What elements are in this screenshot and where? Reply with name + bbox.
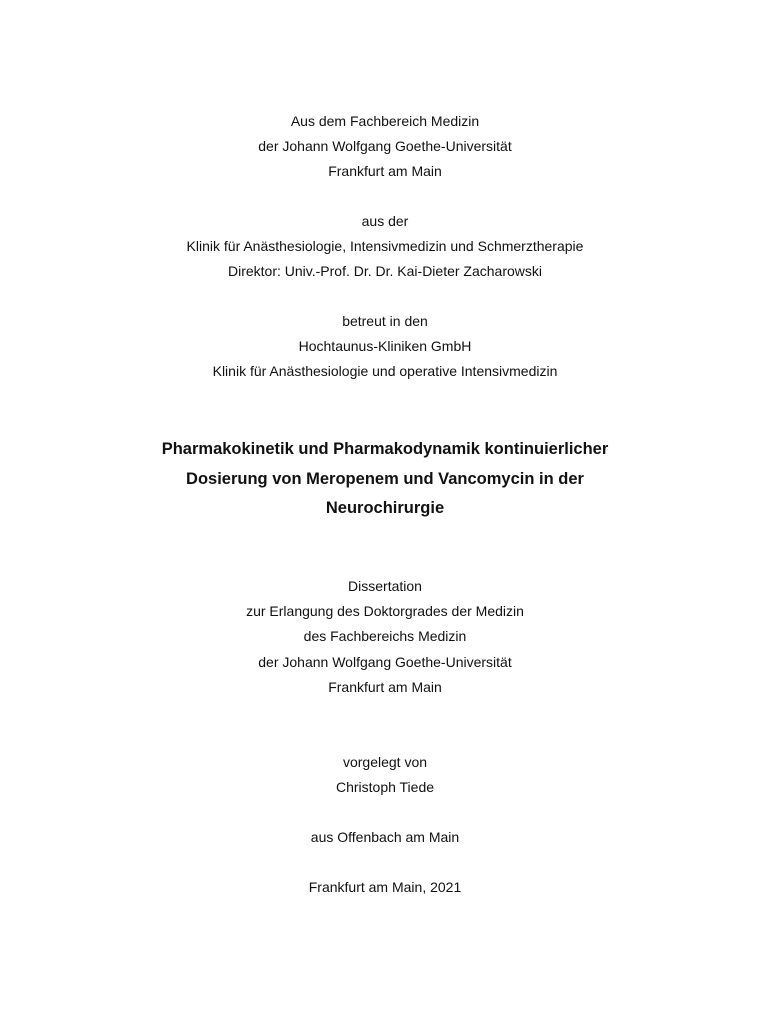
hospital-name: Hochtaunus-Kliniken GmbH <box>298 338 472 354</box>
university-line: der Johann Wolfgang Goethe-Universität <box>258 138 512 154</box>
place-and-year: Frankfurt am Main, 2021 <box>308 879 462 895</box>
university-city: Frankfurt am Main <box>328 679 442 695</box>
faculty-of-medicine: des Fachbereichs Medizin <box>303 628 467 644</box>
supervised-in-line: betreut in den <box>342 313 428 329</box>
dissertation-title-line-3: Neurochirurgie <box>325 499 445 517</box>
city-line: Frankfurt am Main <box>328 163 442 179</box>
author-origin: aus Offenbach am Main <box>310 829 460 845</box>
dissertation-title-line-2: Dosierung von Meropenem und Vancomycin in der <box>186 470 584 488</box>
from-the-line: aus der <box>361 213 409 229</box>
dissertation-title-line-1: Pharmakokinetik und Pharmakodynamik kontinuierlicher <box>161 440 609 458</box>
clinic-name: Klinik für Anästhesiologie, Intensivmedizin und Schmerztherapie <box>186 238 584 254</box>
university-name: der Johann Wolfgang Goethe-Universität <box>258 654 512 670</box>
document-type: Dissertation <box>348 578 422 594</box>
clinic-director: Direktor: Univ.-Prof. Dr. Dr. Kai-Dieter Zacharowski <box>227 263 543 279</box>
faculty-line: Aus dem Fachbereich Medizin <box>290 113 480 129</box>
degree-purpose: zur Erlangung des Doktorgrades der Medizin <box>246 603 524 619</box>
author-name: Christoph Tiede <box>335 779 435 795</box>
hospital-department: Klinik für Anästhesiologie und operative Intensivmedizin <box>212 363 558 379</box>
presented-by-label: vorgelegt von <box>342 754 428 770</box>
